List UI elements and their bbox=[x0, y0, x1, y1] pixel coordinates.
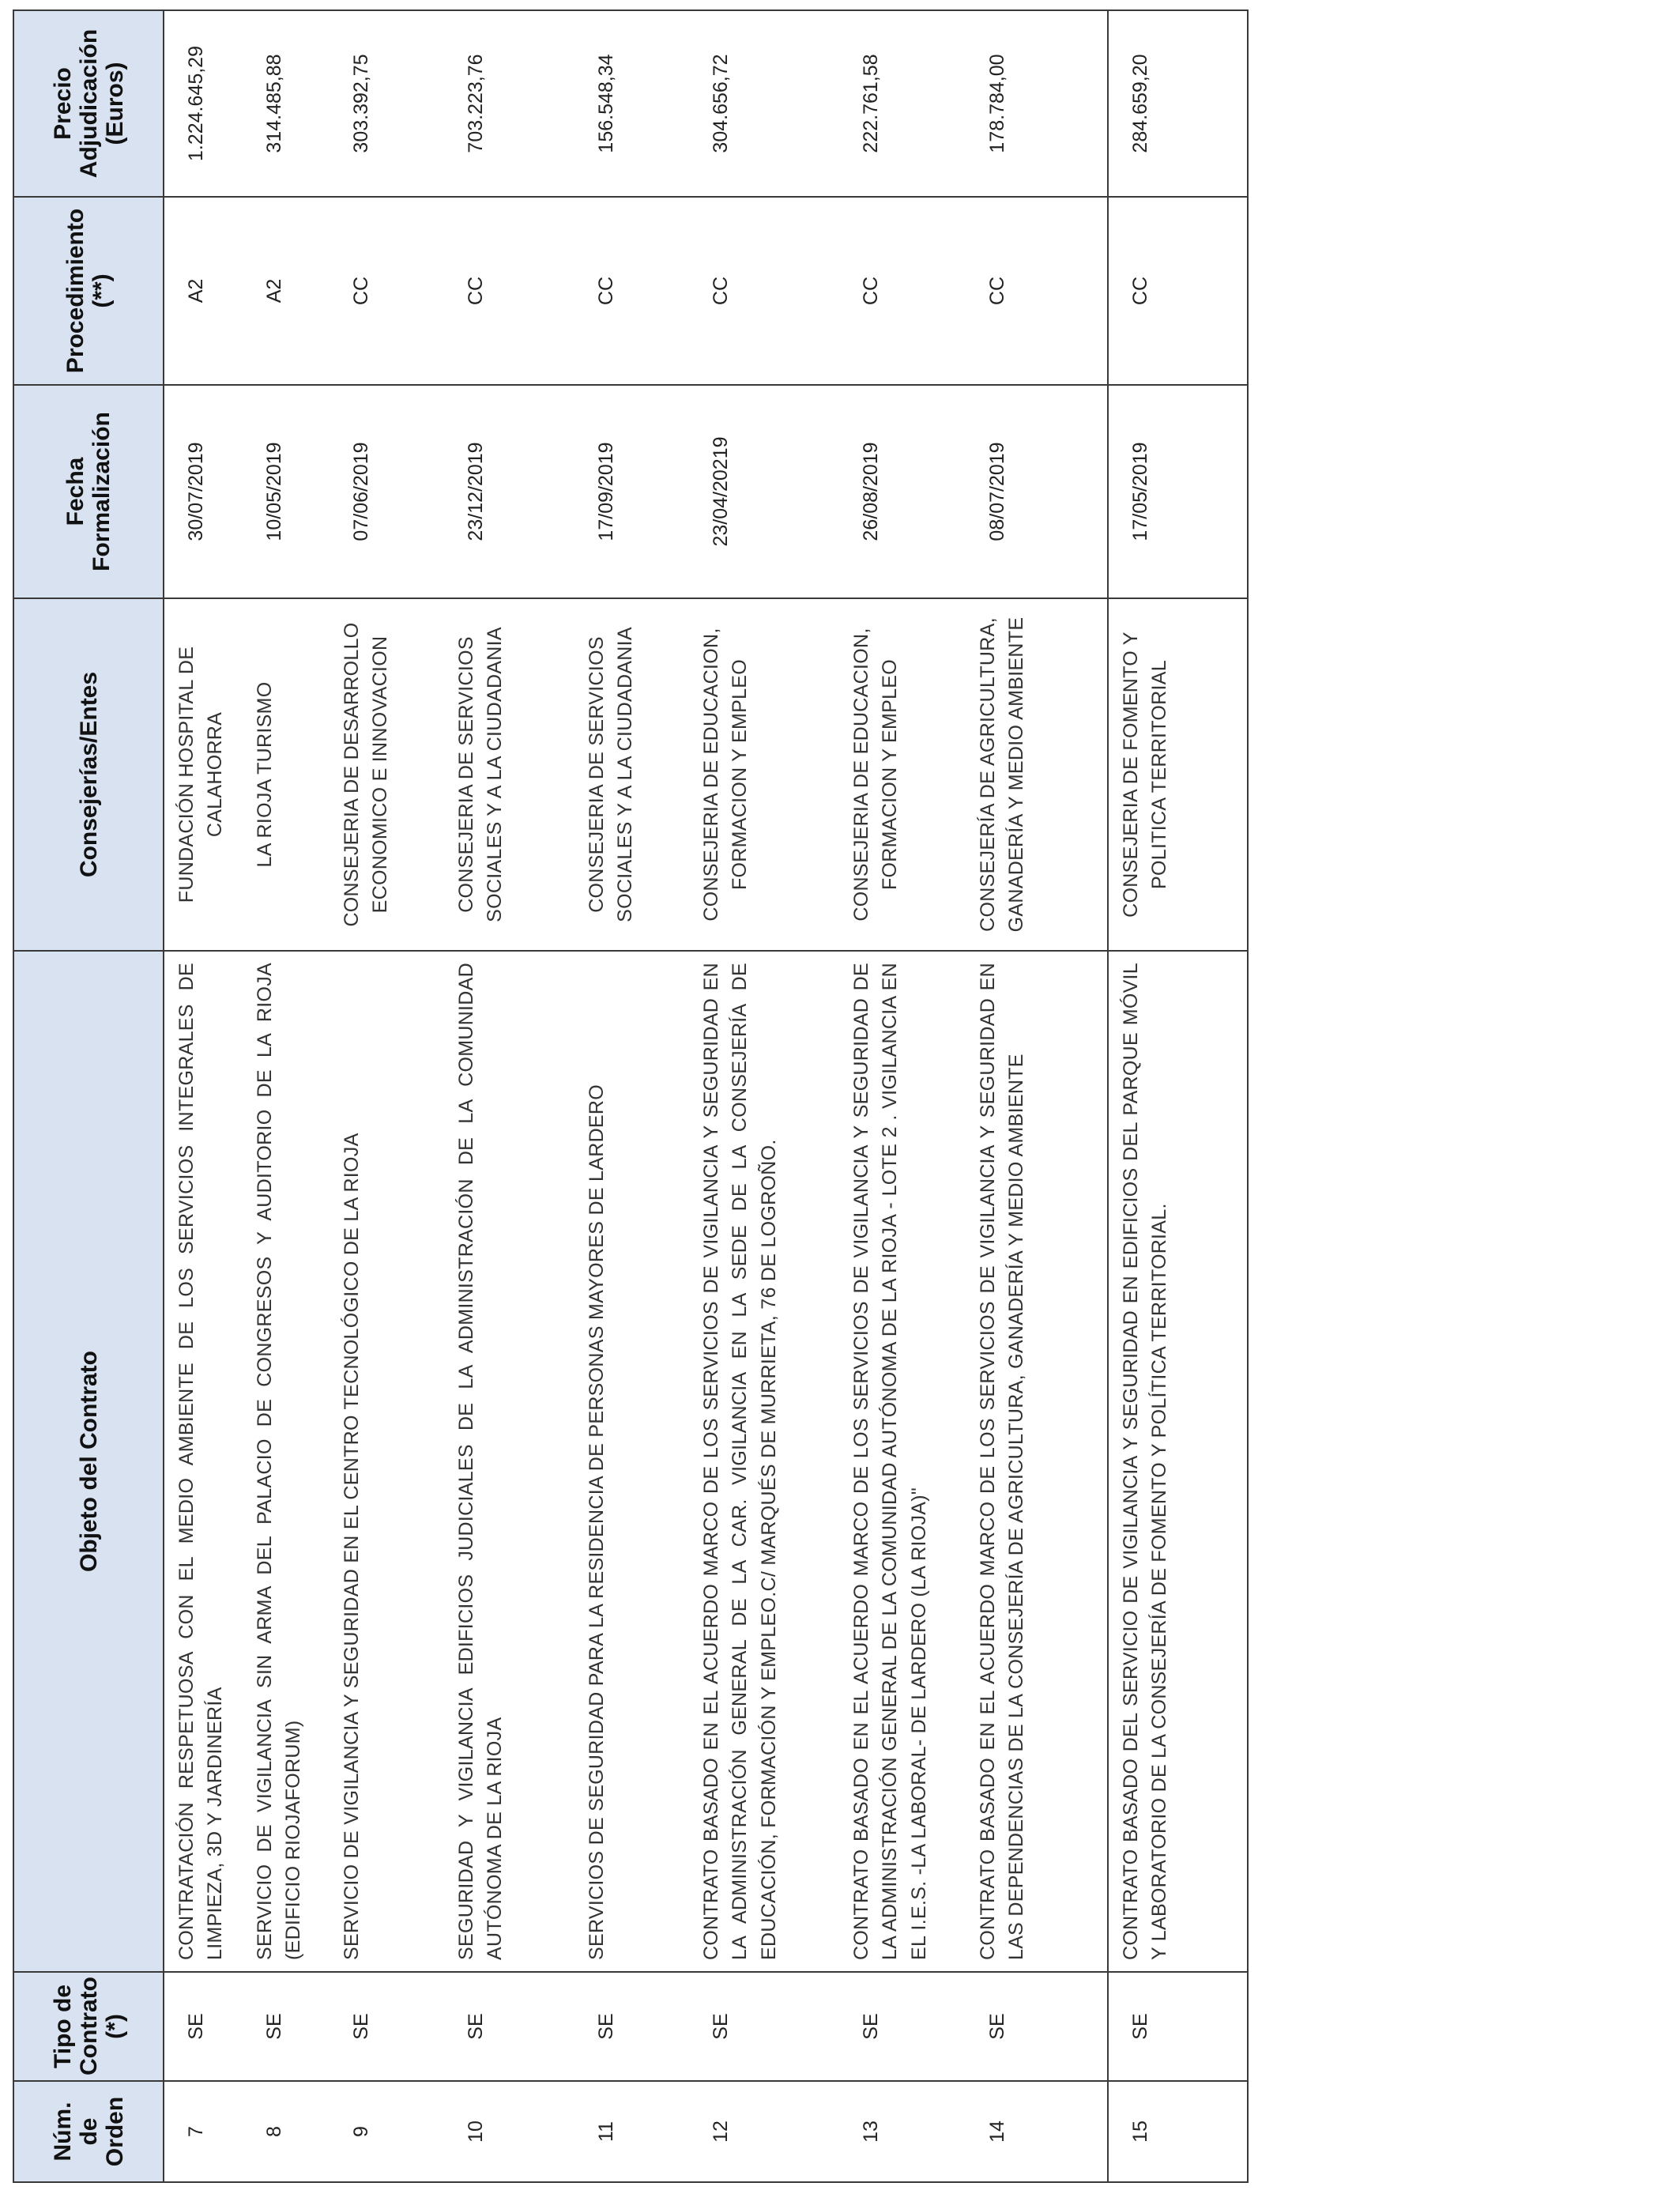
cell-ente: CONSEJERIA DE SERVICIOS SOCIALES Y A LA CIUDADANIA bbox=[444, 598, 574, 951]
table-row bbox=[1108, 10, 1248, 2182]
cell-ente: LA RIOJA TURISMO bbox=[243, 598, 330, 951]
cell-tipo: SE bbox=[330, 1972, 444, 2081]
cell-objeto: SERVICIO DE VIGILANCIA Y SEGURIDAD EN EL CENTRO TECNOLÓGICO DE LA RIOJA bbox=[330, 951, 444, 1972]
cell-tipo: SE bbox=[1108, 1972, 1248, 2081]
cell-tipo: SE bbox=[966, 1972, 1108, 2081]
cell-fecha: 10/05/2019 bbox=[243, 385, 330, 598]
cell-precio: 284.659,20 bbox=[1108, 10, 1248, 197]
cell-tipo: SE bbox=[444, 1972, 574, 2081]
cell-precio: 178.784,00 bbox=[966, 10, 1108, 197]
cell-precio: 303.392,75 bbox=[330, 10, 444, 197]
cell-objeto: CONTRATACIÓN RESPETUOSA CON EL MEDIO AMBIENTE DE LOS SERVICIOS INTEGRALES DE LIMPIEZA, 3D Y JARDINERÍA bbox=[164, 951, 243, 1972]
cell-objeto: CONTRATO BASADO DEL SERVICIO DE VIGILANCIA Y SEGURIDAD EN EDIFICIOS DEL PARQUE MÓVIL Y LABORATORIO DE LA CONSEJERÍA DE FOMENTO Y POLÍTICA TERRITORIAL. bbox=[1108, 951, 1248, 1972]
cell-fecha: 07/06/2019 bbox=[330, 385, 444, 598]
cell-objeto: SERVICIO DE VIGILANCIA SIN ARMA DEL PALACIO DE CONGRESOS Y AUDITORIO DE LA RIOJA (EDIFICIO RIOJAFORUM) bbox=[243, 951, 330, 1972]
cell-fecha: 17/05/2019 bbox=[1108, 385, 1248, 598]
cell-orden: 7 bbox=[164, 2081, 243, 2182]
cell-tipo: SE bbox=[574, 1972, 689, 2081]
cell-objeto: CONTRATO BASADO EN EL ACUERDO MARCO DE LOS SERVICIOS DE VIGILANCIA Y SEGURIDAD EN LA ADMINISTRACIÓN GENERAL DE LA CAR. VIGILANCIA EN LA SEDE DE LA CONSEJERÍA DE EDUCACIÓN, FORMACIÓN Y EMPLEO.C/ MARQUÉS DE MURRIETA, 76 DE LOGROÑO. bbox=[689, 951, 839, 1972]
cell-ente: CONSEJERIA DE DESARROLLO ECONOMICO E INNOVACION bbox=[330, 598, 444, 951]
cell-procedimiento: CC bbox=[839, 197, 966, 385]
table-row bbox=[689, 10, 839, 2182]
cell-orden: 15 bbox=[1108, 2081, 1248, 2182]
header-orden: Núm. de Orden bbox=[13, 2081, 164, 2182]
contracts-table bbox=[13, 9, 1249, 2183]
cell-precio: 222.761,58 bbox=[839, 10, 966, 197]
cell-ente: CONSEJERIA DE EDUCACION, FORMACION Y EMPLEO bbox=[689, 598, 839, 951]
cell-orden: 11 bbox=[574, 2081, 689, 2182]
cell-fecha: 08/07/2019 bbox=[966, 385, 1108, 598]
cell-fecha: 23/12/2019 bbox=[444, 385, 574, 598]
cell-precio: 1.224.645,29 bbox=[164, 10, 243, 197]
header-fecha: Fecha Formalización bbox=[13, 385, 164, 598]
rotated-page bbox=[13, 11, 1249, 2183]
table-row bbox=[839, 10, 966, 2182]
header-entes: Consejerías/Entes bbox=[13, 598, 164, 951]
cell-ente: CONSEJERIA DE SERVICIOS SOCIALES Y A LA CIUDADANIA bbox=[574, 598, 689, 951]
header-objeto: Objeto del Contrato bbox=[13, 951, 164, 1972]
table-row bbox=[164, 10, 243, 2182]
cell-ente: CONSEJERIA DE FOMENTO Y POLITICA TERRITORIAL bbox=[1108, 598, 1248, 951]
cell-precio: 314.485,88 bbox=[243, 10, 330, 197]
cell-procedimiento: A2 bbox=[164, 197, 243, 385]
cell-orden: 8 bbox=[243, 2081, 330, 2182]
cell-procedimiento: CC bbox=[1108, 197, 1248, 385]
cell-orden: 14 bbox=[966, 2081, 1108, 2182]
cell-ente: FUNDACIÓN HOSPITAL DE CALAHORRA bbox=[164, 598, 243, 951]
cell-fecha: 17/09/2019 bbox=[574, 385, 689, 598]
header-precio: Precio Adjudicación (Euros) bbox=[13, 10, 164, 197]
cell-tipo: SE bbox=[164, 1972, 243, 2081]
table-row bbox=[444, 10, 574, 2182]
cell-objeto: CONTRATO BASADO EN EL ACUERDO MARCO DE LOS SERVICIOS DE VIGILANCIA Y SEGURIDAD DE LA ADMINISTRACIÓN GENERAL DE LA COMUNIDAD AUTÓNOMA DE LA RIOJA - LOTE 2 . VIGILANCIA EN EL I.E.S. -LA LABORAL- DE LARDERO (LA RIOJA)" bbox=[839, 951, 966, 1972]
cell-procedimiento: CC bbox=[330, 197, 444, 385]
cell-fecha: 26/08/2019 bbox=[839, 385, 966, 598]
cell-orden: 9 bbox=[330, 2081, 444, 2182]
cell-tipo: SE bbox=[689, 1972, 839, 2081]
cell-orden: 10 bbox=[444, 2081, 574, 2182]
cell-ente: CONSEJERIA DE EDUCACION, FORMACION Y EMPLEO bbox=[839, 598, 966, 951]
cell-objeto: CONTRATO BASADO EN EL ACUERDO MARCO DE LOS SERVICIOS DE VIGILANCIA Y SEGURIDAD EN LAS DEPENDENCIAS DE LA CONSEJERÍA DE AGRICULTURA, GANADERÍA Y MEDIO AMBIENTE bbox=[966, 951, 1108, 1972]
cell-procedimiento: CC bbox=[689, 197, 839, 385]
table-row bbox=[574, 10, 689, 2182]
cell-precio: 304.656,72 bbox=[689, 10, 839, 197]
cell-objeto: SEGURIDAD Y VIGILANCIA EDIFICIOS JUDICIALES DE LA ADMINISTRACIÓN DE LA COMUNIDAD AUTÓNOMA DE LA RIOJA bbox=[444, 951, 574, 1972]
cell-fecha: 30/07/2019 bbox=[164, 385, 243, 598]
cell-procedimiento: CC bbox=[966, 197, 1108, 385]
cell-tipo: SE bbox=[243, 1972, 330, 2081]
cell-procedimiento: CC bbox=[574, 197, 689, 385]
cell-procedimiento: CC bbox=[444, 197, 574, 385]
table-row bbox=[330, 10, 444, 2182]
cell-objeto: SERVICIOS DE SEGURIDAD PARA LA RESIDENCIA DE PERSONAS MAYORES DE LARDERO bbox=[574, 951, 689, 1972]
table-row bbox=[966, 10, 1108, 2182]
cell-orden: 12 bbox=[689, 2081, 839, 2182]
cell-ente: CONSEJERÍA DE AGRICULTURA, GANADERÍA Y MEDIO AMBIENTE bbox=[966, 598, 1108, 951]
header-procedimiento: Procedimiento (**) bbox=[13, 197, 164, 385]
cell-tipo: SE bbox=[839, 1972, 966, 2081]
cell-precio: 156.548,34 bbox=[574, 10, 689, 197]
cell-precio: 703.223,76 bbox=[444, 10, 574, 197]
cell-procedimiento: A2 bbox=[243, 197, 330, 385]
header-tipo: Tipo de Contrato (*) bbox=[13, 1972, 164, 2081]
header-row bbox=[13, 10, 164, 2182]
cell-fecha: 23/04/20219 bbox=[689, 385, 839, 598]
table-row bbox=[243, 10, 330, 2182]
cell-orden: 13 bbox=[839, 2081, 966, 2182]
